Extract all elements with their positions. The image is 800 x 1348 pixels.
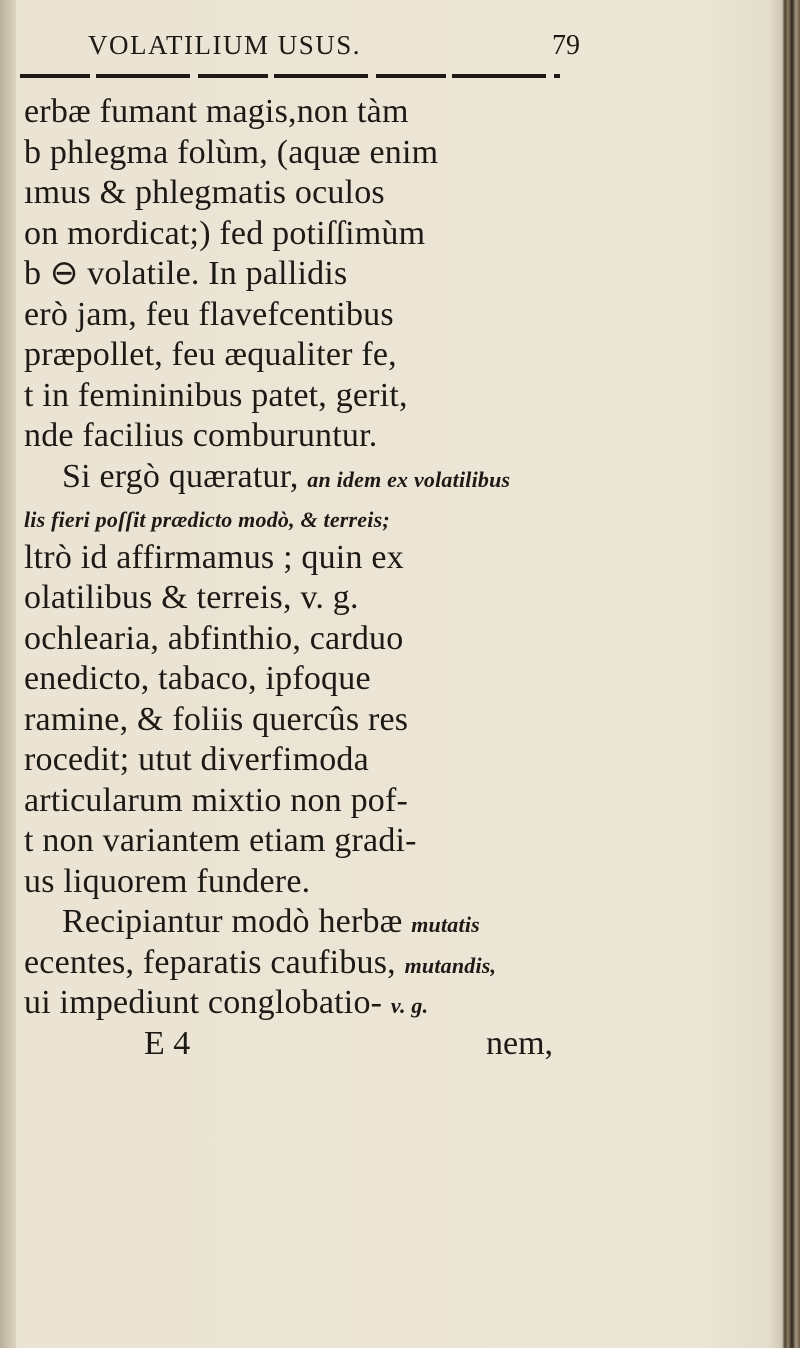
line-text: olatilibus & terreis, v. g. bbox=[24, 579, 359, 616]
line-italic-text: mutandis, bbox=[404, 952, 497, 978]
text-line bbox=[24, 295, 780, 336]
page-gutter bbox=[0, 0, 16, 1348]
text-line bbox=[24, 254, 780, 295]
text-line bbox=[24, 214, 780, 255]
line-text: Si ergò quæratur, bbox=[62, 457, 308, 495]
text-line bbox=[24, 902, 780, 943]
line-text: ui impediunt conglobatio- bbox=[24, 984, 391, 1021]
catchword: nem, bbox=[486, 1024, 554, 1062]
text-line bbox=[24, 173, 780, 214]
line-italic-text: lis fieri poſſit prædicto modò, & terreis; bbox=[24, 507, 390, 532]
line-text: nde facilius comburuntur. bbox=[24, 417, 378, 454]
signature-mark: E 4 bbox=[144, 1024, 191, 1062]
text-line bbox=[24, 416, 780, 457]
line-text: us liquorem fundere. bbox=[24, 862, 311, 900]
line-text: enedicto, tabaco, ipfoque bbox=[24, 660, 371, 697]
text-line bbox=[24, 376, 780, 417]
line-italic-text: an idem ex volatilibus bbox=[307, 466, 511, 492]
line-text: ecentes, feparatis caufibus, bbox=[24, 943, 405, 981]
line-text: t non variantem etiam gradi- bbox=[24, 822, 417, 859]
body-text bbox=[24, 92, 780, 1064]
text-line bbox=[24, 740, 780, 781]
line-text: t in femininibus patet, gerit, bbox=[24, 376, 408, 414]
text-line bbox=[24, 700, 780, 741]
line-italic-text: v. g. bbox=[390, 993, 429, 1018]
page-number: 79 bbox=[552, 30, 580, 61]
line-text: b ⊖ volatile. In pallidis bbox=[24, 255, 348, 292]
catchline bbox=[24, 1024, 780, 1064]
line-text: articularum mixtio non pof- bbox=[24, 781, 409, 819]
text-line bbox=[24, 983, 780, 1024]
text-line bbox=[24, 92, 780, 133]
text-line bbox=[24, 497, 780, 538]
text-line bbox=[24, 781, 780, 822]
header-rule bbox=[20, 74, 560, 78]
text-line bbox=[24, 943, 780, 984]
text-line bbox=[24, 335, 780, 376]
line-text: ochlearia, abfinthio, carduo bbox=[24, 619, 404, 657]
line-text: erò jam, feu flavefcentibus bbox=[24, 295, 394, 333]
text-line bbox=[24, 659, 780, 700]
line-text: ımus & phlegmatis oculos bbox=[24, 174, 385, 211]
text-line bbox=[24, 538, 780, 579]
running-title: VOLATILIUM USUS. bbox=[88, 30, 361, 60]
text-line bbox=[24, 821, 780, 862]
line-text: erbæ fumant magis,non tàm bbox=[24, 93, 409, 130]
line-text: Recipiantur modò herbæ bbox=[62, 903, 412, 940]
running-head bbox=[88, 30, 580, 70]
page-edge bbox=[782, 0, 800, 1348]
text-line bbox=[24, 133, 780, 174]
text-line bbox=[24, 578, 780, 619]
text-line bbox=[24, 862, 780, 903]
text-line bbox=[24, 619, 780, 660]
line-text: ramine, & foliis quercûs res bbox=[24, 700, 409, 738]
line-text: b phlegma folùm, (aquæ enim bbox=[24, 133, 439, 171]
text-line bbox=[24, 457, 780, 498]
line-italic-text: mutatis bbox=[411, 912, 480, 937]
line-text: rocedit; utut diverfimoda bbox=[24, 741, 369, 778]
line-text: on mordicat;) fed potiſſimùm bbox=[24, 214, 426, 252]
line-text: ltrò id affirmamus ; quin ex bbox=[24, 538, 404, 576]
line-text: præpollet, feu æqualiter fe, bbox=[24, 336, 397, 373]
